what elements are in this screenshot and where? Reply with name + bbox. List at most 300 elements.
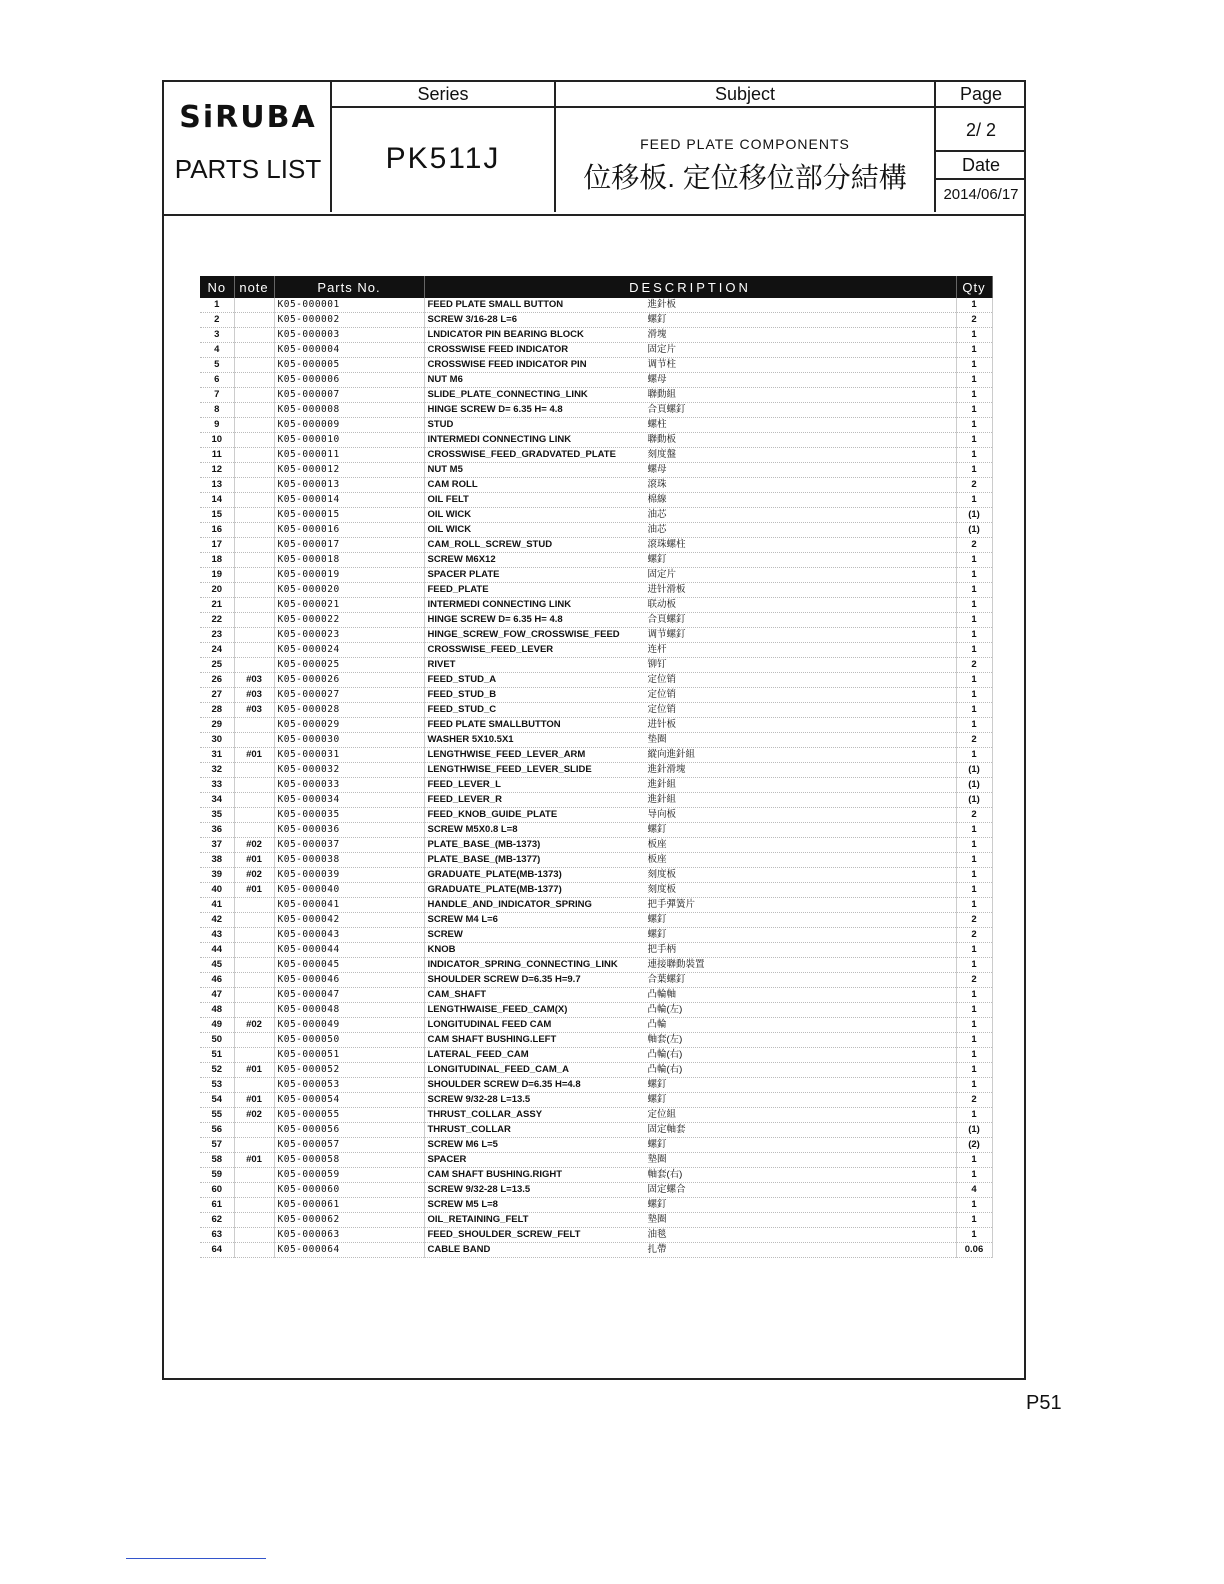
row-description xyxy=(424,913,956,928)
table-row xyxy=(200,1228,992,1243)
row-description xyxy=(424,793,956,808)
row-description-english: GRADUATE_PLATE(MB-1373) xyxy=(427,869,562,880)
row-quantity: 1 xyxy=(956,403,992,418)
row-part-number: K05-000006 xyxy=(274,373,424,388)
row-part-number: K05-000015 xyxy=(274,508,424,523)
row-number: 20 xyxy=(200,583,234,598)
date-value: 2014/06/17 xyxy=(943,186,1019,203)
row-part-number: K05-000004 xyxy=(274,343,424,358)
table-row xyxy=(200,1018,992,1033)
row-description-english: LONGITUDINAL FEED CAM xyxy=(427,1019,552,1030)
row-description-english: STUD xyxy=(427,419,454,430)
row-description-chinese: 進針板 xyxy=(647,299,677,310)
row-description xyxy=(424,613,956,628)
row-description-english: CAM SHAFT BUSHING.RIGHT xyxy=(427,1169,563,1180)
table-row xyxy=(200,1138,992,1153)
row-number: 56 xyxy=(200,1123,234,1138)
page-value: 2/ 2 xyxy=(936,110,1026,152)
row-note: #01 xyxy=(234,1063,274,1078)
row-quantity: (1) xyxy=(956,763,992,778)
row-description-chinese: 螺釘 xyxy=(647,1079,667,1090)
row-description-english: LNDICATOR PIN BEARING BLOCK xyxy=(427,329,584,340)
row-quantity: 1 xyxy=(956,493,992,508)
row-quantity: 1 xyxy=(956,838,992,853)
row-note xyxy=(234,343,274,358)
siruba-logo: SiRUBA xyxy=(179,100,317,135)
row-note xyxy=(234,1003,274,1018)
table-row xyxy=(200,1063,992,1078)
document-header xyxy=(164,82,1024,216)
row-quantity: 1 xyxy=(956,853,992,868)
row-description-chinese: 螺母 xyxy=(647,464,667,475)
row-number: 27 xyxy=(200,688,234,703)
row-part-number: K05-000001 xyxy=(274,298,424,313)
row-number: 35 xyxy=(200,808,234,823)
table-row xyxy=(200,658,992,673)
row-description-chinese: 固定片 xyxy=(647,344,677,355)
row-part-number: K05-000026 xyxy=(274,673,424,688)
row-part-number: K05-000012 xyxy=(274,463,424,478)
row-number: 10 xyxy=(200,433,234,448)
row-note xyxy=(234,1033,274,1048)
row-description xyxy=(424,1048,956,1063)
row-note xyxy=(234,1183,274,1198)
row-quantity: 0.06 xyxy=(956,1243,992,1258)
row-description xyxy=(424,688,956,703)
row-part-number: K05-000032 xyxy=(274,763,424,778)
row-description xyxy=(424,778,956,793)
row-note xyxy=(234,823,274,838)
row-part-number: K05-000049 xyxy=(274,1018,424,1033)
series-cell xyxy=(332,82,556,212)
row-quantity: (1) xyxy=(956,508,992,523)
row-description-english: FEED_STUD_C xyxy=(427,704,497,715)
row-description xyxy=(424,1078,956,1093)
row-description-english: INTERMEDI CONNECTING LINK xyxy=(427,434,572,445)
row-description-chinese: 軸套(右) xyxy=(647,1169,683,1180)
row-quantity: 1 xyxy=(956,718,992,733)
row-number: 1 xyxy=(200,298,234,313)
row-note xyxy=(234,943,274,958)
row-number: 60 xyxy=(200,1183,234,1198)
row-quantity: (1) xyxy=(956,778,992,793)
row-number: 51 xyxy=(200,1048,234,1063)
row-note: #02 xyxy=(234,1108,274,1123)
row-note xyxy=(234,1213,274,1228)
table-row xyxy=(200,448,992,463)
row-description xyxy=(424,763,956,778)
row-description xyxy=(424,853,956,868)
row-description-english: CROSSWISE FEED INDICATOR PIN xyxy=(427,359,587,370)
row-number: 12 xyxy=(200,463,234,478)
row-part-number: K05-000035 xyxy=(274,808,424,823)
row-description-english: GRADUATE_PLATE(MB-1377) xyxy=(427,884,562,895)
row-description xyxy=(424,313,956,328)
table-row xyxy=(200,1153,992,1168)
row-number: 15 xyxy=(200,508,234,523)
table-row xyxy=(200,718,992,733)
row-part-number: K05-000002 xyxy=(274,313,424,328)
row-description-chinese: 进针板 xyxy=(647,719,677,730)
row-description-chinese: 刻度盤 xyxy=(647,449,677,460)
row-description-english: SCREW 3/16-28 L=6 xyxy=(427,314,517,325)
row-number: 24 xyxy=(200,643,234,658)
row-note xyxy=(234,373,274,388)
row-quantity: 1 xyxy=(956,688,992,703)
row-number: 32 xyxy=(200,763,234,778)
row-description xyxy=(424,508,956,523)
row-description xyxy=(424,1108,956,1123)
row-description-english: SCREW 9/32-28 L=13.5 xyxy=(427,1094,531,1105)
row-description-english: FEED_KNOB_GUIDE_PLATE xyxy=(427,809,558,820)
table-row xyxy=(200,1198,992,1213)
table-row xyxy=(200,598,992,613)
row-quantity: 1 xyxy=(956,613,992,628)
parts-list-frame xyxy=(162,80,1026,1380)
row-quantity: 1 xyxy=(956,388,992,403)
subject-label: Subject xyxy=(556,82,934,108)
row-description xyxy=(424,553,956,568)
row-quantity: 1 xyxy=(956,868,992,883)
row-description-english: SCREW M6X12 xyxy=(427,554,496,565)
table-row xyxy=(200,883,992,898)
row-part-number: K05-000023 xyxy=(274,628,424,643)
table-row xyxy=(200,958,992,973)
row-description-english: LENGTHWISE_FEED_LEVER_SLIDE xyxy=(427,764,592,775)
row-description xyxy=(424,343,956,358)
row-description-english: FEED_STUD_A xyxy=(427,674,497,685)
table-row xyxy=(200,1108,992,1123)
column-header-qty: Qty xyxy=(956,276,992,298)
row-quantity: 2 xyxy=(956,973,992,988)
row-part-number: K05-000018 xyxy=(274,553,424,568)
row-description-chinese: 合頁螺釘 xyxy=(647,614,686,625)
row-description xyxy=(424,703,956,718)
table-row xyxy=(200,1243,992,1258)
table-row xyxy=(200,1078,992,1093)
row-note xyxy=(234,1198,274,1213)
row-description-chinese: 导向板 xyxy=(647,809,677,820)
row-description-chinese: 進針滑塊 xyxy=(647,764,686,775)
row-note xyxy=(234,598,274,613)
row-part-number: K05-000007 xyxy=(274,388,424,403)
table-header-row xyxy=(200,276,992,298)
row-note xyxy=(234,793,274,808)
row-description-english: NUT M5 xyxy=(427,464,463,475)
row-description-chinese: 垫圈 xyxy=(647,734,667,745)
row-part-number: K05-000057 xyxy=(274,1138,424,1153)
row-number: 64 xyxy=(200,1243,234,1258)
row-part-number: K05-000043 xyxy=(274,928,424,943)
row-quantity: 1 xyxy=(956,958,992,973)
row-part-number: K05-000017 xyxy=(274,538,424,553)
column-header-parts-no: Parts No. xyxy=(274,276,424,298)
row-description-english: LENGTHWAISE_FEED_CAM(X) xyxy=(427,1004,568,1015)
row-part-number: K05-000031 xyxy=(274,748,424,763)
page-cell xyxy=(936,82,1026,212)
row-number: 41 xyxy=(200,898,234,913)
row-quantity: 1 xyxy=(956,358,992,373)
row-quantity: (1) xyxy=(956,523,992,538)
row-number: 63 xyxy=(200,1228,234,1243)
row-part-number: K05-000045 xyxy=(274,958,424,973)
row-number: 3 xyxy=(200,328,234,343)
row-description xyxy=(424,1183,956,1198)
row-description-chinese: 聯動組 xyxy=(647,389,677,400)
table-row xyxy=(200,1033,992,1048)
row-description-english: FEED_STUD_B xyxy=(427,689,497,700)
row-quantity: 1 xyxy=(956,1228,992,1243)
row-description-english: OIL WICK xyxy=(427,509,472,520)
row-number: 25 xyxy=(200,658,234,673)
row-number: 28 xyxy=(200,703,234,718)
row-number: 8 xyxy=(200,403,234,418)
row-number: 9 xyxy=(200,418,234,433)
row-description-english: SLIDE_PLATE_CONNECTING_LINK xyxy=(427,389,588,400)
row-description-english: SHOULDER SCREW D=6.35 H=9.7 xyxy=(427,974,581,985)
row-description xyxy=(424,433,956,448)
row-description-english: FEED_SHOULDER_SCREW_FELT xyxy=(427,1229,581,1240)
row-quantity: 1 xyxy=(956,823,992,838)
row-note xyxy=(234,568,274,583)
row-description-english: HINGE SCREW D= 6.35 H= 4.8 xyxy=(427,614,563,625)
row-description-chinese: 螺母 xyxy=(647,374,667,385)
row-note xyxy=(234,1168,274,1183)
row-quantity: 1 xyxy=(956,298,992,313)
row-note: #03 xyxy=(234,688,274,703)
row-description-english: SCREW xyxy=(427,929,463,940)
row-description-english: CROSSWISE_FEED_GRADVATED_PLATE xyxy=(427,449,616,460)
row-quantity: 1 xyxy=(956,1078,992,1093)
table-row xyxy=(200,403,992,418)
row-quantity: 1 xyxy=(956,418,992,433)
row-number: 30 xyxy=(200,733,234,748)
row-description xyxy=(424,298,956,313)
row-description xyxy=(424,1018,956,1033)
row-part-number: K05-000047 xyxy=(274,988,424,1003)
row-part-number: K05-000021 xyxy=(274,598,424,613)
row-note xyxy=(234,628,274,643)
row-description-english: SCREW M6 L=5 xyxy=(427,1139,498,1150)
row-note xyxy=(234,538,274,553)
row-description-chinese: 定位組 xyxy=(647,1109,677,1120)
row-description xyxy=(424,1228,956,1243)
row-quantity: 1 xyxy=(956,373,992,388)
row-description-chinese: 调节柱 xyxy=(647,359,677,370)
row-note xyxy=(234,1243,274,1258)
row-quantity: 1 xyxy=(956,1213,992,1228)
row-number: 62 xyxy=(200,1213,234,1228)
row-description xyxy=(424,1093,956,1108)
row-quantity: 1 xyxy=(956,1168,992,1183)
row-description-english: HINGE SCREW D= 6.35 H= 4.8 xyxy=(427,404,563,415)
row-note xyxy=(234,718,274,733)
row-note xyxy=(234,1123,274,1138)
row-quantity: 1 xyxy=(956,1033,992,1048)
table-row xyxy=(200,358,992,373)
row-part-number: K05-000048 xyxy=(274,1003,424,1018)
row-description xyxy=(424,898,956,913)
row-description xyxy=(424,538,956,553)
row-number: 6 xyxy=(200,373,234,388)
subject-cell xyxy=(556,82,936,212)
row-description xyxy=(424,1138,956,1153)
column-header-note: note xyxy=(234,276,274,298)
row-description-chinese: 把手彈簧片 xyxy=(647,899,696,910)
row-description-chinese: 棉線 xyxy=(647,494,667,505)
row-note xyxy=(234,1078,274,1093)
row-part-number: K05-000058 xyxy=(274,1153,424,1168)
row-part-number: K05-000013 xyxy=(274,478,424,493)
row-quantity: 2 xyxy=(956,1093,992,1108)
row-part-number: K05-000055 xyxy=(274,1108,424,1123)
row-description-chinese: 墊圈 xyxy=(647,1154,667,1165)
table-row xyxy=(200,1003,992,1018)
table-row xyxy=(200,823,992,838)
row-quantity: 2 xyxy=(956,538,992,553)
row-note xyxy=(234,448,274,463)
date-label: Date xyxy=(936,152,1026,180)
row-description-english: FEED_PLATE xyxy=(427,584,489,595)
row-note xyxy=(234,418,274,433)
row-note: #01 xyxy=(234,1093,274,1108)
row-part-number: K05-000036 xyxy=(274,823,424,838)
row-description-chinese: 固定螺合 xyxy=(647,1184,686,1195)
row-part-number: K05-000008 xyxy=(274,403,424,418)
row-part-number: K05-000053 xyxy=(274,1078,424,1093)
row-description xyxy=(424,1198,956,1213)
row-quantity: 1 xyxy=(956,988,992,1003)
row-quantity: 1 xyxy=(956,703,992,718)
row-note xyxy=(234,1138,274,1153)
row-description xyxy=(424,478,956,493)
table-row xyxy=(200,463,992,478)
row-description xyxy=(424,373,956,388)
row-part-number: K05-000016 xyxy=(274,523,424,538)
row-note xyxy=(234,733,274,748)
table-row xyxy=(200,1093,992,1108)
row-description-chinese: 滾珠螺柱 xyxy=(647,539,686,550)
row-quantity: 1 xyxy=(956,673,992,688)
row-quantity: 2 xyxy=(956,733,992,748)
row-description xyxy=(424,1003,956,1018)
row-part-number: K05-000009 xyxy=(274,418,424,433)
row-description xyxy=(424,868,956,883)
table-row xyxy=(200,583,992,598)
row-description-english: CROSSWISE_FEED_LEVER xyxy=(427,644,554,655)
row-description-chinese: 縱向進針組 xyxy=(647,749,696,760)
row-part-number: K05-000034 xyxy=(274,793,424,808)
row-part-number: K05-000044 xyxy=(274,943,424,958)
row-description-chinese: 定位销 xyxy=(647,674,677,685)
row-description-chinese: 滑塊 xyxy=(647,329,667,340)
row-note: #02 xyxy=(234,868,274,883)
row-part-number: K05-000060 xyxy=(274,1183,424,1198)
row-number: 5 xyxy=(200,358,234,373)
row-note: #02 xyxy=(234,838,274,853)
row-description xyxy=(424,988,956,1003)
row-number: 13 xyxy=(200,478,234,493)
row-note xyxy=(234,553,274,568)
row-description xyxy=(424,808,956,823)
table-row xyxy=(200,808,992,823)
row-part-number: K05-000025 xyxy=(274,658,424,673)
row-description-english: CAM SHAFT BUSHING.LEFT xyxy=(427,1034,557,1045)
table-row xyxy=(200,1048,992,1063)
row-description-chinese: 軸套(左) xyxy=(647,1034,683,1045)
table-row xyxy=(200,298,992,313)
row-part-number: K05-000059 xyxy=(274,1168,424,1183)
row-description-english: SPACER PLATE xyxy=(427,569,500,580)
row-number: 55 xyxy=(200,1108,234,1123)
row-number: 38 xyxy=(200,853,234,868)
row-part-number: K05-000005 xyxy=(274,358,424,373)
row-description xyxy=(424,943,956,958)
row-description-chinese: 墊圈 xyxy=(647,1214,667,1225)
row-description-english: CAM_ROLL_SCREW_STUD xyxy=(427,539,553,550)
table-row xyxy=(200,973,992,988)
row-quantity: 1 xyxy=(956,748,992,763)
table-row xyxy=(200,343,992,358)
row-description-chinese: 合頁螺釘 xyxy=(647,404,686,415)
row-description-english: INTERMEDI CONNECTING LINK xyxy=(427,599,572,610)
row-number: 37 xyxy=(200,838,234,853)
row-part-number: K05-000061 xyxy=(274,1198,424,1213)
row-quantity: 1 xyxy=(956,568,992,583)
row-note xyxy=(234,1228,274,1243)
row-description-chinese: 螺柱 xyxy=(647,419,667,430)
row-description xyxy=(424,493,956,508)
row-description-chinese: 把手柄 xyxy=(647,944,677,955)
row-number: 4 xyxy=(200,343,234,358)
row-description-chinese: 凸輪軸 xyxy=(647,989,677,1000)
row-note xyxy=(234,328,274,343)
row-part-number: K05-000046 xyxy=(274,973,424,988)
row-note xyxy=(234,508,274,523)
row-note xyxy=(234,493,274,508)
series-value: PK511J xyxy=(385,142,501,175)
row-part-number: K05-000027 xyxy=(274,688,424,703)
row-description-chinese: 凸輪(右) xyxy=(647,1064,683,1075)
row-description-chinese: 凸輪(左) xyxy=(647,1004,683,1015)
row-number: 61 xyxy=(200,1198,234,1213)
row-description-chinese: 連接聯動裝置 xyxy=(647,959,705,970)
row-part-number: K05-000063 xyxy=(274,1228,424,1243)
row-quantity: 1 xyxy=(956,943,992,958)
row-description-chinese: 螺釘 xyxy=(647,824,667,835)
page-number: P51 xyxy=(1026,1392,1062,1414)
row-description-chinese: 刻度板 xyxy=(647,884,677,895)
row-quantity: 2 xyxy=(956,313,992,328)
row-description-english: SCREW M5 L=8 xyxy=(427,1199,498,1210)
table-row xyxy=(200,838,992,853)
table-row xyxy=(200,523,992,538)
row-number: 36 xyxy=(200,823,234,838)
row-quantity: 1 xyxy=(956,433,992,448)
parts-table-body xyxy=(200,298,992,1258)
row-note xyxy=(234,898,274,913)
row-description-chinese: 定位销 xyxy=(647,704,677,715)
row-part-number: K05-000011 xyxy=(274,448,424,463)
row-description-english: FEED PLATE SMALLBUTTON xyxy=(427,719,561,730)
row-part-number: K05-000022 xyxy=(274,613,424,628)
row-note xyxy=(234,928,274,943)
row-quantity: 1 xyxy=(956,643,992,658)
row-description xyxy=(424,1063,956,1078)
row-description-english: CROSSWISE FEED INDICATOR xyxy=(427,344,569,355)
table-row xyxy=(200,928,992,943)
row-description xyxy=(424,658,956,673)
